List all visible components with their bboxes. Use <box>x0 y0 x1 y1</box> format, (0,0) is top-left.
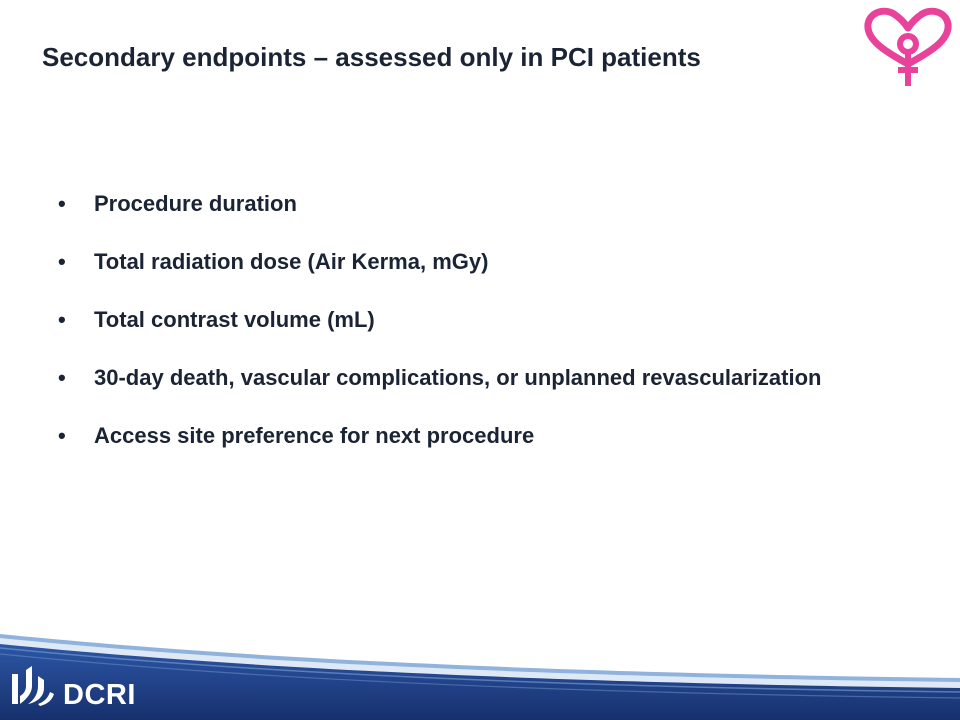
bullet-item <box>58 180 858 228</box>
bullet-dot: • <box>58 307 66 332</box>
bullet-item <box>58 412 858 460</box>
bullet-text: 30-day death, vascular complications, or unplanned revascularization <box>94 365 822 390</box>
bullet-dot: • <box>58 249 66 274</box>
dcri-logo-text: DCRI <box>63 679 136 711</box>
bullet-item <box>58 238 858 286</box>
bullet-dot: • <box>58 423 66 448</box>
bullet-text: Procedure duration <box>94 191 297 216</box>
footer-wave-band <box>0 624 960 720</box>
bullet-list <box>58 180 858 470</box>
duke-chapel-icon <box>10 666 56 712</box>
bullet-text: Total radiation dose (Air Kerma, mGy) <box>94 249 489 274</box>
slide-title: Secondary endpoints – assessed only in PCI patients <box>42 42 701 72</box>
bullet-item <box>58 296 858 344</box>
bullet-item <box>58 354 858 402</box>
bullet-text: Total contrast volume (mL) <box>94 307 375 332</box>
bullet-text: Access site preference for next procedure <box>94 423 535 448</box>
bullet-dot: • <box>58 191 66 216</box>
bullet-dot: • <box>58 365 66 390</box>
heart-female-symbol-icon <box>856 4 960 88</box>
